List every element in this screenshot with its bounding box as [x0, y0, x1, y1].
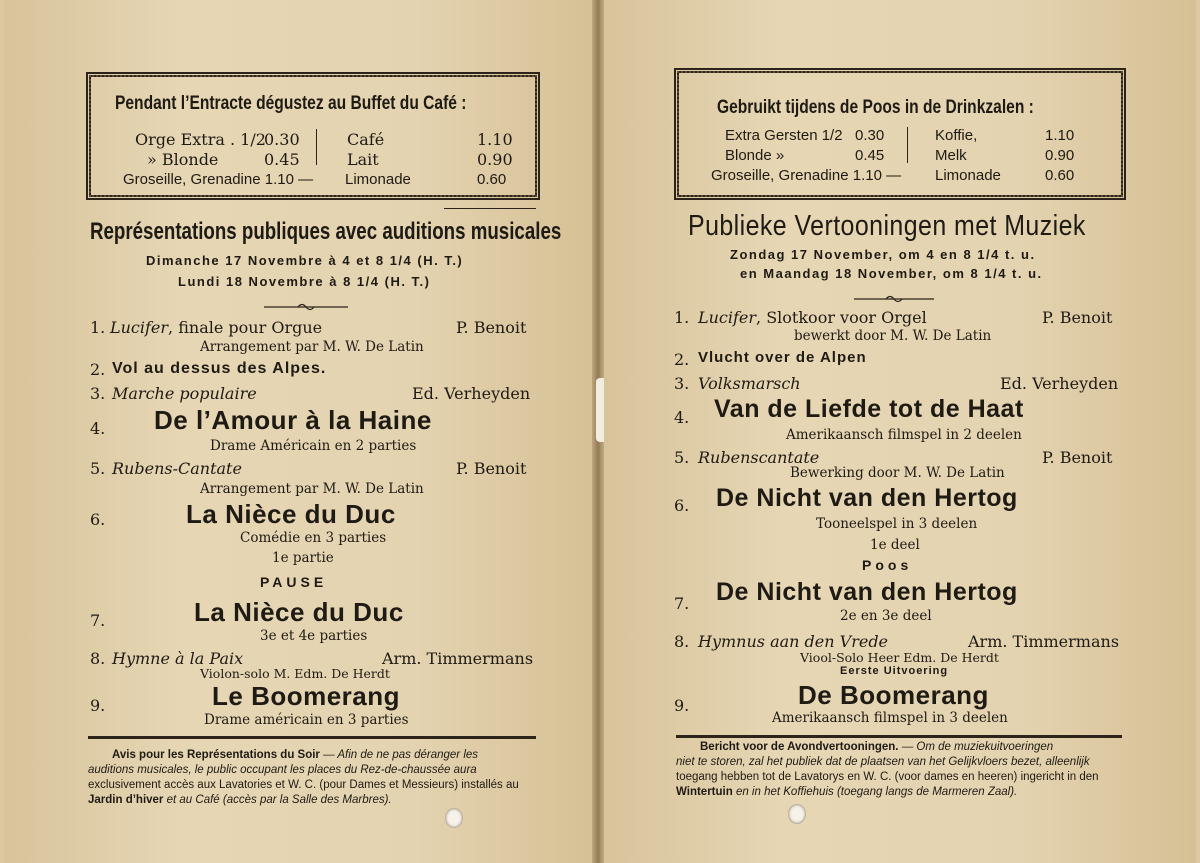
work-desc: , Slotkoor voor Orgel — [756, 308, 927, 327]
composer: Ed. Verheyden — [1000, 374, 1119, 393]
notice-lead: Wintertuin — [676, 786, 733, 798]
item-title: Hymnus aan den Vrede — [698, 632, 889, 651]
buffet-price: 0.90 — [477, 150, 513, 169]
item-sub: Amerikaansch filmspel in 2 deelen — [786, 427, 1022, 443]
item-number: 3. — [674, 374, 690, 393]
item-number: 1. — [90, 318, 106, 337]
buffet-divider — [907, 127, 908, 163]
notice-line — [676, 785, 1017, 800]
item-title: Rubenscantate — [698, 448, 820, 467]
punch-hole — [445, 808, 463, 828]
item-number: 3. — [90, 384, 106, 403]
composer: P. Benoit — [1042, 448, 1113, 467]
date-line: Dimanche 17 Novembre à 4 et 8 1/4 (H. T.) — [146, 253, 464, 268]
item-number: 5. — [90, 459, 106, 478]
item-number: 6. — [90, 510, 106, 529]
item-title: Van de Liefde tot de Haat — [714, 395, 1024, 423]
buffet-price: 0.30 — [855, 127, 885, 144]
buffet-item: Groseille, Grenadine 1.10 — — [123, 171, 314, 188]
buffet-price: 1.10 — [1045, 127, 1075, 144]
notice-line: auditions musicales, le public occupant les places du Rez-de-chaussée aura — [88, 764, 477, 776]
composer: Arm. Timmermans — [382, 649, 534, 668]
flourish — [854, 288, 934, 296]
rule — [444, 208, 536, 209]
composer: P. Benoit — [456, 318, 527, 337]
item-number: 2. — [674, 350, 690, 369]
notice-line — [88, 793, 392, 808]
item-sub: 3e et 4e parties — [260, 628, 368, 644]
buffet-item: Blonde » — [725, 147, 785, 164]
item-sub: Drame Américain en 2 parties — [210, 438, 417, 454]
flourish — [264, 296, 348, 304]
notice-lead: Avis pour les Représentations du Soir — [112, 749, 320, 761]
buffet-item: Café — [347, 130, 385, 149]
buffet-item: Extra Gersten 1/2 — [725, 127, 843, 144]
composer: Arm. Timmermans — [968, 632, 1120, 651]
item-sub: Amerikaansch filmspel in 3 deelen — [772, 710, 1008, 726]
buffet-divider — [316, 129, 317, 165]
work-title: Lucifer — [110, 318, 169, 337]
heading-nl: Publieke Vertooningen met Muziek — [688, 210, 1086, 242]
rule — [676, 735, 1122, 738]
item-number: 9. — [90, 696, 106, 715]
buffet-item: Orge Extra . 1/2 — [135, 130, 266, 149]
item-sub: Comédie en 3 parties — [240, 530, 387, 546]
buffet-item: Melk — [935, 147, 967, 164]
buffet-price: 0.60 — [1045, 167, 1075, 184]
notice-text: et au Café (accès par la Salle des Marbres). — [163, 794, 392, 806]
item-sub: Viool-Solo Heer Edm. De Herdt — [800, 650, 999, 665]
item-title: De Nicht van den Hertog — [716, 484, 1018, 512]
buffet-price: 0.45 — [855, 147, 885, 164]
buffet-price: 0.30 — [264, 130, 300, 149]
notice-line — [700, 740, 1053, 755]
item-sub: bewerkt door M. W. De Latin — [794, 328, 992, 344]
item-sub: Bewerking door M. W. De Latin — [790, 465, 1005, 481]
notice-line: niet te storen, zal het publiek dat de plaatsen van het Gelijkvloers bezet, alleenlijk — [676, 756, 1090, 768]
notice-text: en in het Koffiehuis (toegang langs de Marmeren Zaal). — [732, 786, 1018, 798]
notice-text: — Afin de ne pas déranger les — [319, 749, 479, 761]
item-title — [698, 308, 927, 327]
item-title: De Boomerang — [798, 680, 989, 710]
item-sub: Arrangement par M. W. De Latin — [200, 481, 424, 497]
buffet-price: 0.90 — [1045, 147, 1075, 164]
work-title: Lucifer — [698, 308, 757, 327]
item-number: 5. — [674, 448, 690, 467]
right-page — [604, 0, 1196, 863]
notice-line: exclusivement accès aux Lavatories et W. C. (pour Dames et Messieurs) installés au — [88, 779, 519, 791]
composer: Ed. Verheyden — [412, 384, 531, 403]
item-number: 7. — [674, 594, 690, 613]
item-title: La Nièce du Duc — [186, 499, 396, 529]
buffet-item: Koffie, — [935, 127, 978, 144]
item-number: 8. — [90, 649, 106, 668]
item-sub: Violon-solo M. Edm. De Herdt — [200, 666, 390, 681]
left-page — [4, 0, 594, 863]
buffet-price: 0.60 — [477, 171, 507, 188]
item-number: 4. — [90, 419, 106, 438]
buffet-box-nl — [674, 68, 1126, 200]
item-title: Volksmarsch — [698, 374, 801, 393]
buffet-box-fr — [86, 72, 540, 200]
date-line: Lundi 18 Novembre à 8 1/4 (H. T.) — [178, 274, 431, 289]
buffet-item: Groseille, Grenadine 1.10 — — [711, 167, 902, 184]
date-line: Zondag 17 November, om 4 en 8 1/4 t. u. — [730, 247, 1036, 262]
heading-fr: Représentations publiques avec auditions musicales — [90, 218, 562, 245]
pause-label: PAUSE — [260, 574, 328, 590]
notice-line: toegang hebben tot de Lavatorys en W. C. (voor dames en heeren) ingericht in den — [676, 771, 1099, 783]
item-sub: Eerste Uitvoering — [840, 665, 949, 677]
item-sub: 2e en 3e deel — [840, 608, 932, 624]
item-title: Rubens-Cantate — [112, 459, 242, 478]
item-title: La Nièce du Duc — [194, 597, 404, 627]
item-title: Vlucht over de Alpen — [698, 349, 867, 366]
item-number: 7. — [90, 611, 106, 630]
buffet-price: 1.10 — [477, 130, 513, 149]
composer: P. Benoit — [1042, 308, 1113, 327]
buffet-title-nl: Gebruikt tijdens de Poos in de Drinkzalen : — [717, 97, 1034, 118]
item-number: 4. — [674, 408, 690, 427]
item-number: 1. — [674, 308, 690, 327]
buffet-item: Limonade — [345, 171, 411, 188]
item-number: 8. — [674, 632, 690, 651]
work-desc: , finale pour Orgue — [168, 318, 323, 337]
buffet-item: Limonade — [935, 167, 1001, 184]
notice-lead: Jardin d’hiver — [88, 794, 164, 806]
item-title: Vol au dessus des Alpes. — [112, 360, 327, 377]
rule — [88, 736, 536, 739]
item-sub: Tooneelspel in 3 deelen — [816, 516, 978, 532]
composer: P. Benoit — [456, 459, 527, 478]
buffet-item: » Blonde — [147, 150, 219, 169]
item-sub: Arrangement par M. W. De Latin — [200, 339, 424, 355]
item-sub: 1e deel — [870, 537, 920, 553]
notice-text: — Om de muziekuitvoeringen — [898, 741, 1054, 753]
item-title: Le Boomerang — [212, 681, 401, 711]
item-title — [110, 318, 322, 337]
date-line: en Maandag 18 November, om 8 1/4 t. u. — [740, 266, 1043, 281]
item-number: 2. — [90, 360, 106, 379]
item-sub: 1e partie — [272, 550, 334, 566]
item-sub: Drame américain en 3 parties — [204, 712, 409, 728]
punch-hole — [788, 804, 806, 824]
item-number: 6. — [674, 496, 690, 515]
notice-lead: Bericht voor de Avondvertooningen. — [700, 741, 899, 753]
buffet-item: Lait — [347, 150, 379, 169]
item-number: 9. — [674, 696, 690, 715]
buffet-title-fr: Pendant l’Entracte dégustez au Buffet du Café : — [115, 93, 467, 114]
notice-line — [112, 748, 478, 763]
pause-label: Poos — [862, 557, 913, 573]
item-title: Hymne à la Paix — [112, 649, 244, 668]
item-title: De Nicht van den Hertog — [716, 578, 1018, 606]
item-title: De l’Amour à la Haine — [154, 405, 432, 435]
buffet-price: 0.45 — [264, 150, 300, 169]
item-title: Marche populaire — [112, 384, 257, 403]
